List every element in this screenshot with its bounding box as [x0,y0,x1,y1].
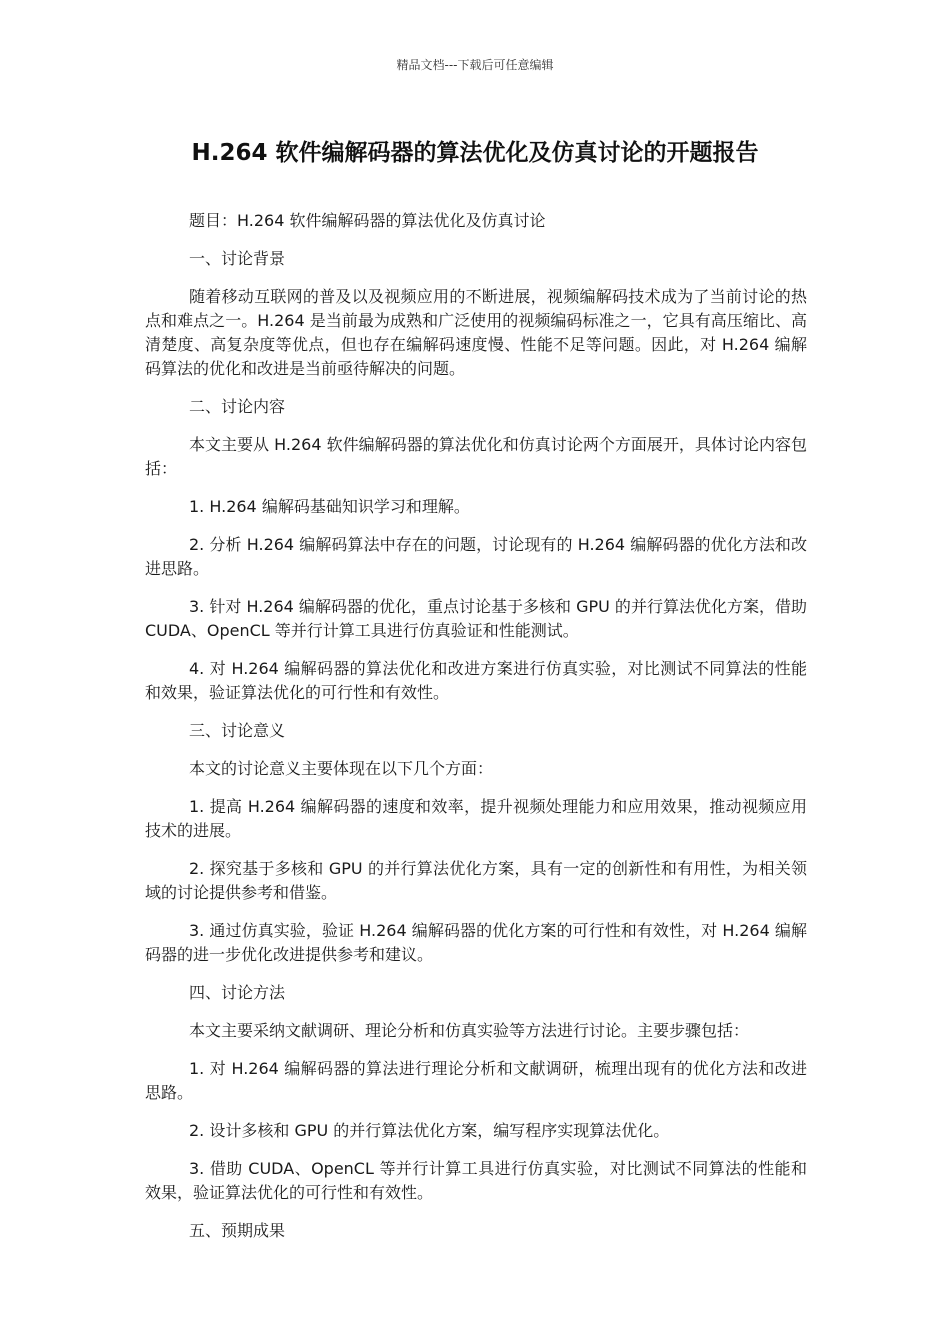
content-item-1: 1. H.264 编解码基础知识学习和理解。 [189,497,470,516]
section-heading-content: 二、讨论内容 [189,397,286,416]
content-item-2: 2. 分析 H.264 编解码算法中存在的问题，讨论现有的 H.264 编解码器的优化方法和改进思路。 [145,535,807,578]
significance-item-2: 2. 探究基于多核和 GPU 的并行算法优化方案，具有一定的创新性和有用性，为相关领域的讨论提供参考和借鉴。 [145,859,807,902]
content-item-4: 4. 对 H.264 编解码器的算法优化和改进方案进行仿真实验，对比测试不同算法的性能和效果，验证算法优化的可行性和有效性。 [145,659,807,702]
method-intro-paragraph: 本文主要采纳文献调研、理论分析和仿真实验等方法进行讨论。主要步骤包括： [189,1021,750,1040]
section-heading-background: 一、讨论背景 [189,249,286,268]
method-item-3: 3. 借助 CUDA、OpenCL 等并行计算工具进行仿真实验，对比测试不同算法的性能和效果，验证算法优化的可行性和有效性。 [145,1159,807,1202]
significance-intro-paragraph: 本文的讨论意义主要体现在以下几个方面： [189,759,494,778]
content-item-3: 3. 针对 H.264 编解码器的优化，重点讨论基于多核和 GPU 的并行算法优化方案，借助 CUDA、OpenCL 等并行计算工具进行仿真验证和性能测试。 [145,597,807,640]
significance-item-3: 3. 通过仿真实验，验证 H.264 编解码器的优化方案的可行性和有效性，对 H.264 编解码器的进一步优化改进提供参考和建议。 [145,921,807,964]
document-body [145,209,807,1257]
background-paragraph: 随着移动互联网的普及以及视频应用的不断进展，视频编解码技术成为了当前讨论的热点和难点之一。H.264 是当前最为成熟和广泛使用的视频编码标准之一，它具有高压缩比、高清楚度、高复杂度等优点，但也存在编解码速度慢、性能不足等问题。因此，对 H.264 编解码算法的优化和改进是当前亟待解决的问题。 [145,287,807,378]
content-intro-paragraph: 本文主要从 H.264 软件编解码器的算法优化和仿真讨论两个方面展开，具体讨论内容包括： [145,435,807,478]
section-heading-expected-results: 五、预期成果 [189,1221,286,1240]
topic-line: 题目：H.264 软件编解码器的算法优化及仿真讨论 [189,211,546,230]
page-header: 精品文档---下载后可任意编辑 [396,58,554,72]
method-item-2: 2. 设计多核和 GPU 的并行算法优化方案，编写程序实现算法优化。 [189,1121,670,1140]
section-heading-significance: 三、讨论意义 [189,721,286,740]
document-title: H.264 软件编解码器的算法优化及仿真讨论的开题报告 [191,140,759,166]
section-heading-method: 四、讨论方法 [189,983,286,1002]
method-item-1: 1. 对 H.264 编解码器的算法进行理论分析和文献调研，梳理出现有的优化方法和改进思路。 [145,1059,807,1102]
significance-item-1: 1. 提高 H.264 编解码器的速度和效率，提升视频处理能力和应用效果，推动视频应用技术的进展。 [145,797,807,840]
